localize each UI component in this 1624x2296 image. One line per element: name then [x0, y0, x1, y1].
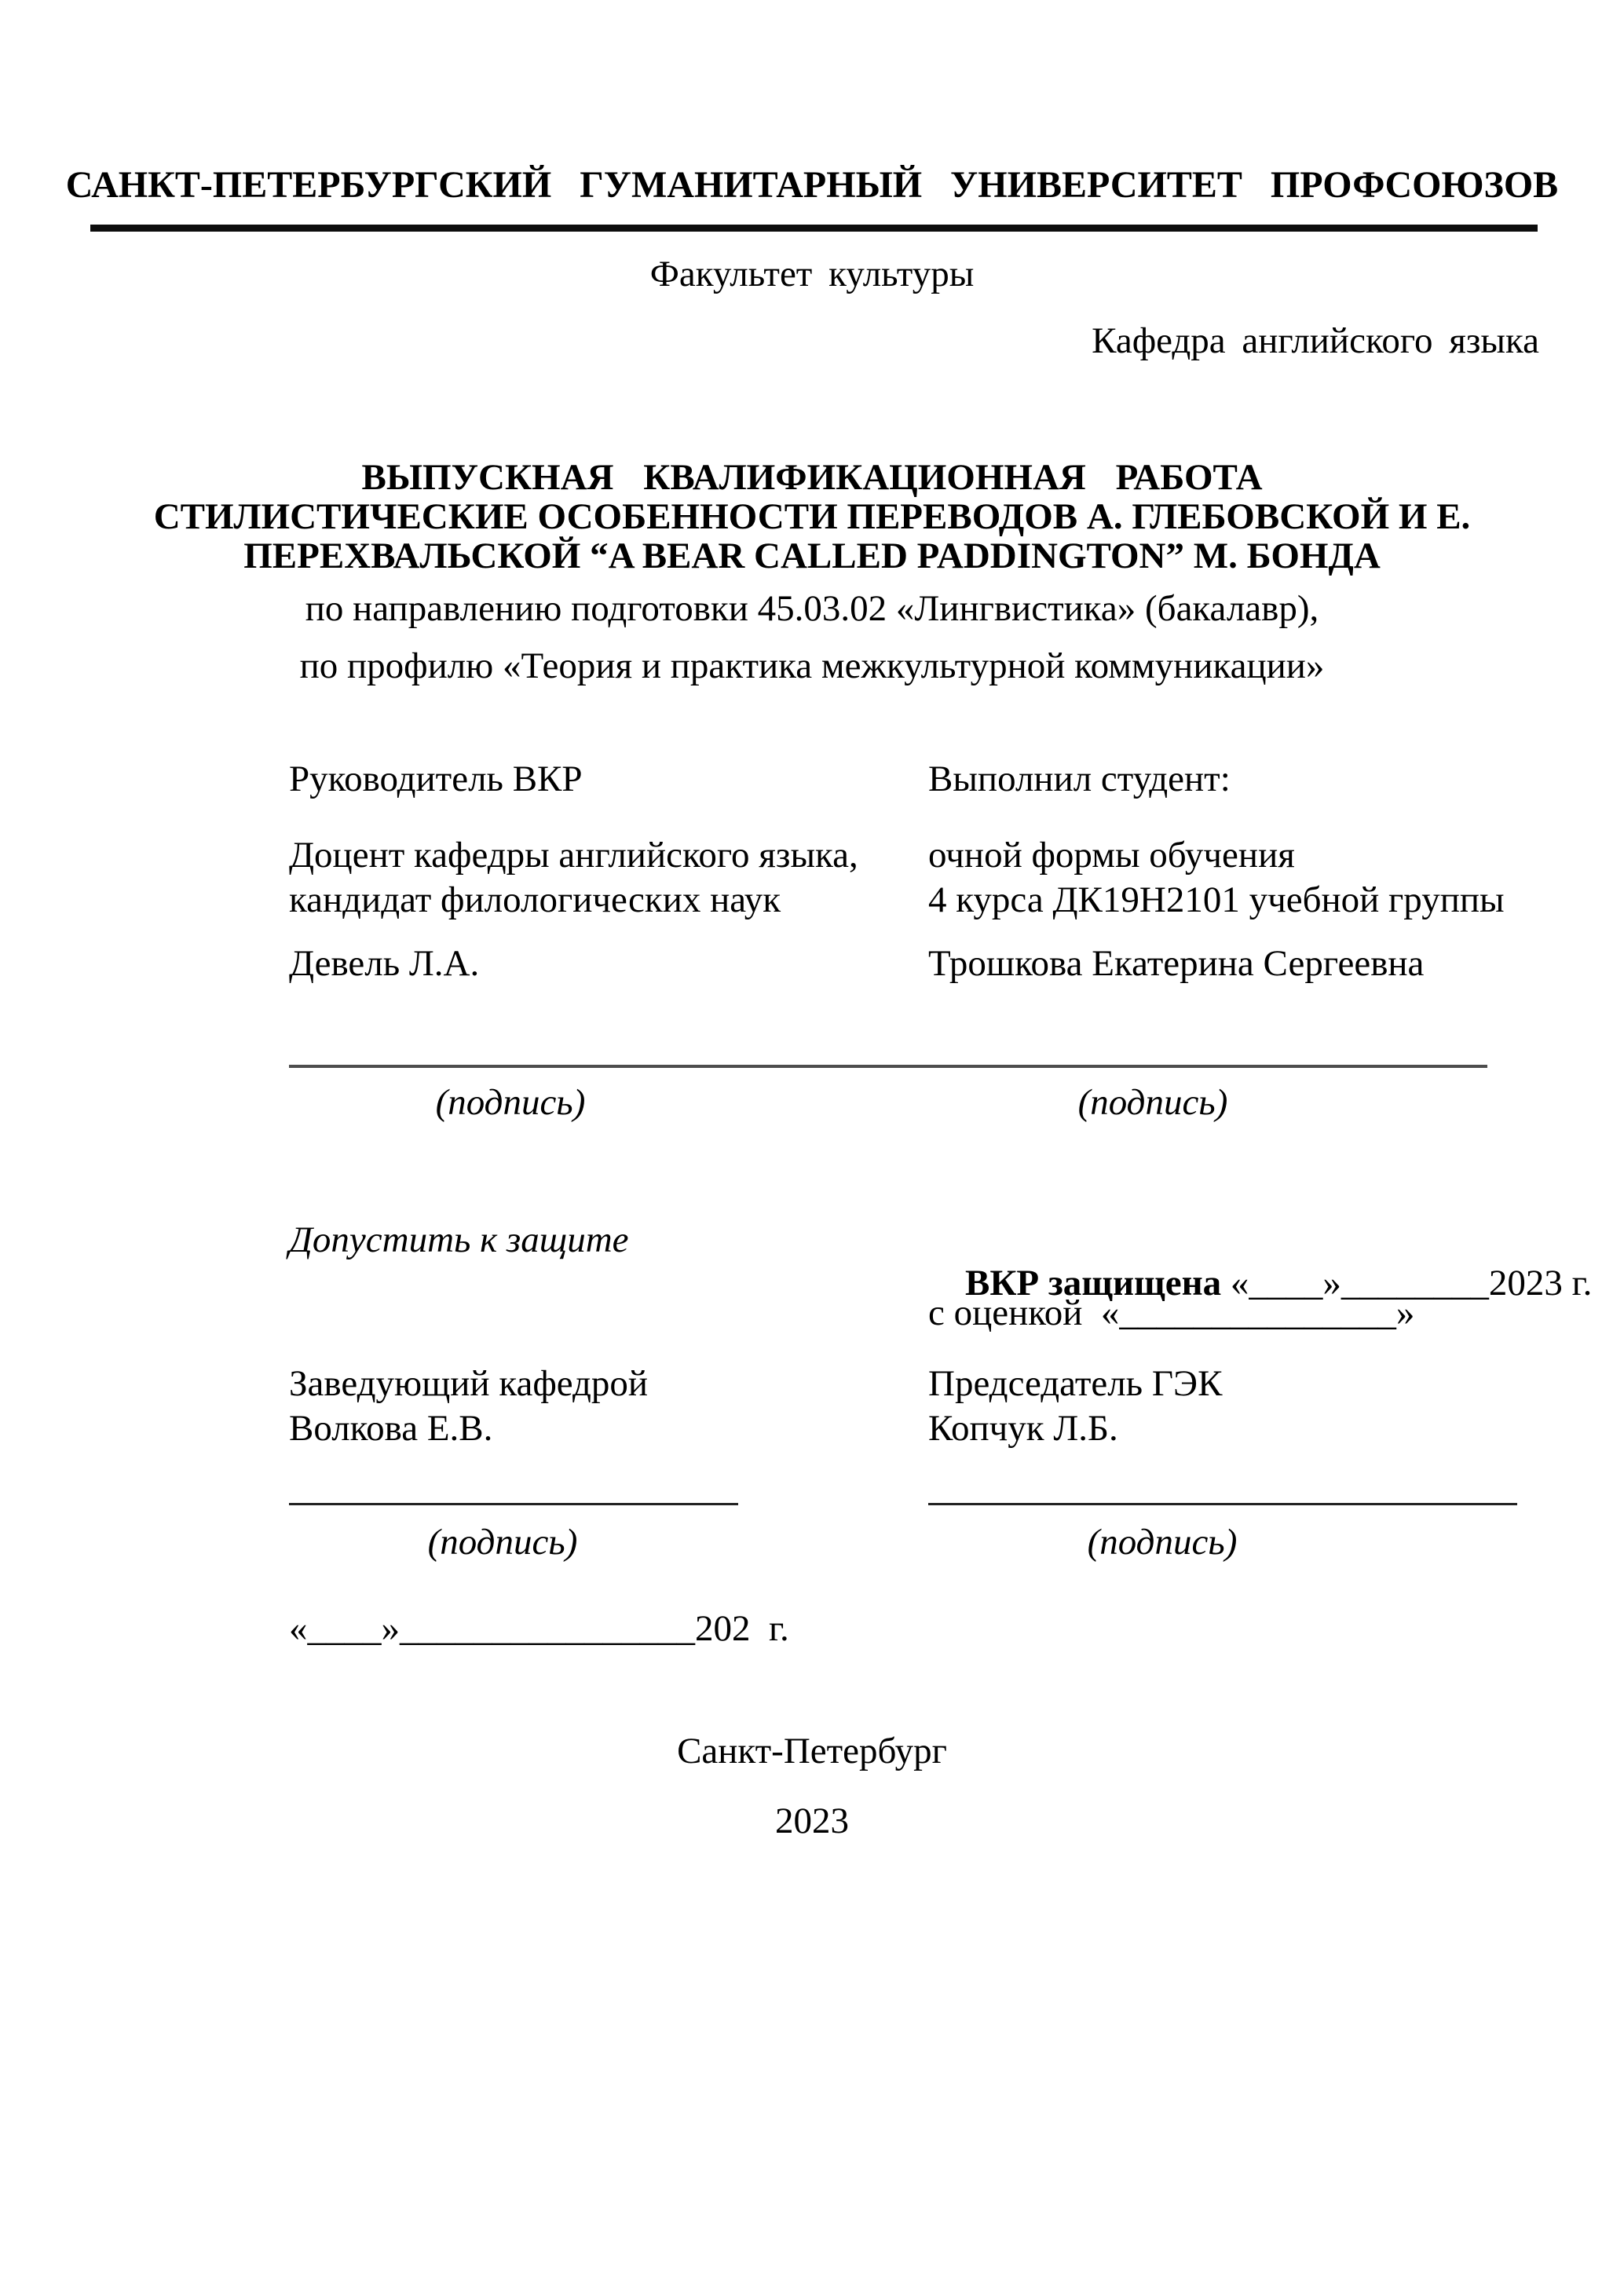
supervisor-position-1: Доцент кафедры английского языка, [289, 835, 858, 876]
head-of-department-name: Волкова Е.В. [289, 1408, 493, 1449]
faculty-line: Факультет культуры [649, 254, 975, 294]
supervisor-heading: Руководитель ВКР [289, 759, 583, 799]
defended-blank: «____»________2023 г. [1221, 1263, 1593, 1304]
supervisor-name: Девель Л.А. [289, 943, 480, 984]
thesis-title-line-1: СТИЛИСТИЧЕСКИЕ ОСОБЕННОСТИ ПЕРЕВОДОВ А. ГЛЕБОВСКОЙ И Е. [153, 496, 1471, 537]
head-signature-caption: (подпись) [427, 1522, 578, 1563]
city-line: Санкт-Петербург [677, 1731, 947, 1771]
program-line: по направлению подготовки 45.03.02 «Лингвистика» (бакалавр), [305, 588, 1319, 629]
student-signature-caption: (подпись) [1077, 1082, 1228, 1123]
profile-line: по профилю «Теория и практика межкультурной коммуникации» [299, 645, 1325, 686]
student-detail-2: 4 курса ДК19Н2101 учебной группы [928, 879, 1505, 920]
head-signature-line [289, 1503, 738, 1505]
head-of-department-label: Заведующий кафедрой [289, 1363, 649, 1404]
supervisor-position-2: кандидат филологических наук [289, 879, 781, 920]
admit-label: Допустить к защите [289, 1219, 629, 1260]
joint-signature-line [289, 1065, 1487, 1068]
date-blank-line: «____»________________202 г. [289, 1608, 789, 1649]
header-rule [90, 225, 1538, 232]
thesis-title-line-2: ПЕРЕХВАЛЬСКОЙ “A BEAR CALLED PADDINGTON” М. БОНДА [243, 536, 1381, 576]
grade-line: с оценкой «_______________» [928, 1292, 1415, 1333]
defended-label: ВКР защищена [965, 1263, 1222, 1304]
gek-chair-label: Председатель ГЭК [928, 1363, 1223, 1404]
chair-signature-caption: (подпись) [1087, 1522, 1238, 1563]
year-line: 2023 [775, 1801, 849, 1841]
student-heading: Выполнил студент: [928, 759, 1231, 799]
university-name: САНКТ-ПЕТЕРБУРГСКИЙ ГУМАНИТАРНЫЙ УНИВЕРСИТЕТ ПРОФСОЮЗОВ [65, 164, 1559, 206]
chair-signature-line [928, 1503, 1517, 1505]
department-line: Кафедра английского языка [1092, 320, 1539, 361]
work-type-line: ВЫПУСКНАЯ КВАЛИФИКАЦИОННАЯ РАБОТА [361, 457, 1263, 498]
gek-chair-name: Копчук Л.Б. [928, 1408, 1118, 1449]
student-name: Трошкова Екатерина Сергеевна [928, 943, 1425, 984]
supervisor-signature-caption: (подпись) [435, 1082, 586, 1123]
student-detail-1: очной формы обучения [928, 835, 1295, 876]
